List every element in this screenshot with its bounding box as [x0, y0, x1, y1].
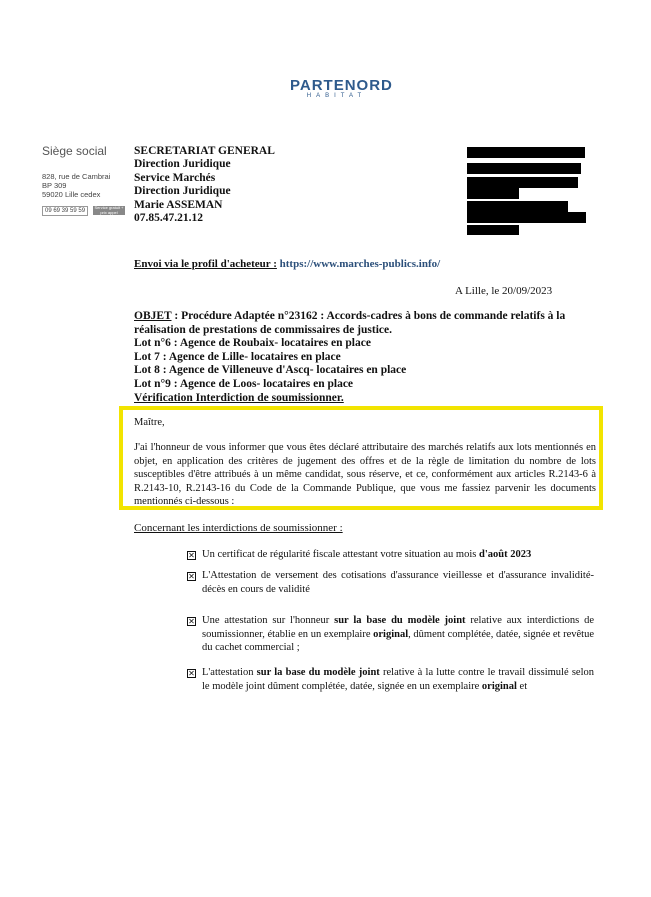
checked-box-icon: ✕	[188, 551, 195, 560]
lot-line: Lot 8 : Agence de Villeneuve d'Ascq- locataires en place	[134, 364, 407, 377]
letter-greeting: Maître,	[134, 417, 165, 428]
checked-box-icon: ✕	[188, 572, 195, 581]
subject-line	[134, 310, 594, 337]
redacted-recipient-line	[467, 177, 578, 188]
subject-label: OBJET	[134, 310, 172, 322]
head-office-phone: 09 69 39 59 59	[42, 206, 88, 216]
redacted-recipient-line	[467, 147, 585, 158]
address-line: 59020 Lille cedex	[42, 190, 101, 199]
redacted-recipient-line	[467, 201, 568, 212]
logo-main-text: PARTENORD	[290, 77, 393, 94]
redacted-recipient-line	[467, 212, 586, 223]
verification-line: Vérification Interdiction de soumissionner.	[134, 391, 344, 404]
letter-date: A Lille, le 20/09/2023	[455, 285, 553, 297]
head-office-title: Siège social	[42, 144, 107, 158]
letter-paragraph: J'ai l'honneur de vous informer que vous êtes déclaré attributaire des marchés relatifs aux lots mentionnés en objet, en application des critères de jugement des offres et de la règle de limitation du nombre de lots susceptibles d'être attribués à un même candidat, sous réserve, et ce, conformément aux articles R.2143-6 à R.2143-10, R.2143-16 du Code de la Commande Publique, que vous me fassiez parvenir les documents mentionnés ci-dessous :	[134, 442, 596, 508]
partenord-logo	[290, 77, 393, 100]
lot-line: Lot n°6 : Agence de Roubaix- locataires en place	[134, 337, 371, 350]
sender-block	[134, 145, 275, 225]
sender-line: Marie ASSEMAN	[134, 198, 223, 211]
marches-publics-link[interactable]: https://www.marches-publics.info/	[279, 258, 441, 270]
sender-line: 07.85.47.21.12	[134, 212, 203, 225]
logo-sub-text: HABITAT	[306, 93, 367, 99]
checked-box-icon: ✕	[188, 669, 195, 678]
address-line: 828, rue de Cambrai	[42, 172, 111, 181]
lot-line: Lot 7 : Agence de Lille- locataires en place	[134, 350, 341, 363]
redacted-recipient-line	[467, 188, 519, 199]
document-item: Un certificat de régularité fiscale attestant votre situation au mois d'août 2023	[202, 549, 532, 560]
document-item: Une attestation sur l'honneur sur la base du modèle joint relative aux interdictions de soumissionner, établie en un exemplaire original, dûment complétée, datée, signée et revêtue du cachet commercial ;	[202, 615, 594, 654]
document-item: L'Attestation de versement des cotisations d'assurance vieillesse et d'assurance invalidité-décès en cours de validité	[202, 570, 594, 595]
checked-box-icon: ✕	[188, 617, 195, 626]
sender-line: Direction Juridique	[134, 185, 231, 198]
sender-line: Direction Juridique	[134, 158, 231, 171]
redacted-recipient-line	[467, 163, 581, 174]
redacted-recipient-line	[467, 225, 519, 235]
sending-method	[134, 258, 440, 270]
sender-line: SECRETARIAT GENERAL	[134, 145, 275, 157]
section-heading: Concernant les interdictions de soumissionner :	[134, 522, 343, 534]
document-item: L'attestation sur la base du modèle joint relative à la lutte contre le travail dissimulé selon le modèle joint dûment complétée, datée, signée en un exemplaire original et	[202, 667, 594, 692]
phone-service-badge: Service gratuit + prix appel	[94, 206, 124, 215]
sending-method-label: Envoi via le profil d'acheteur :	[134, 258, 277, 270]
sender-line: Service Marchés	[134, 171, 216, 184]
lot-line: Lot n°9 : Agence de Loos- locataires en place	[134, 377, 354, 390]
subject-block	[134, 310, 594, 405]
address-line: BP 309	[42, 181, 67, 190]
subject-text: : Procédure Adaptée n°23162 : Accords-cadres à bons de commande relatifs à la réalisation de prestations de commissaires de justice.	[134, 310, 566, 336]
